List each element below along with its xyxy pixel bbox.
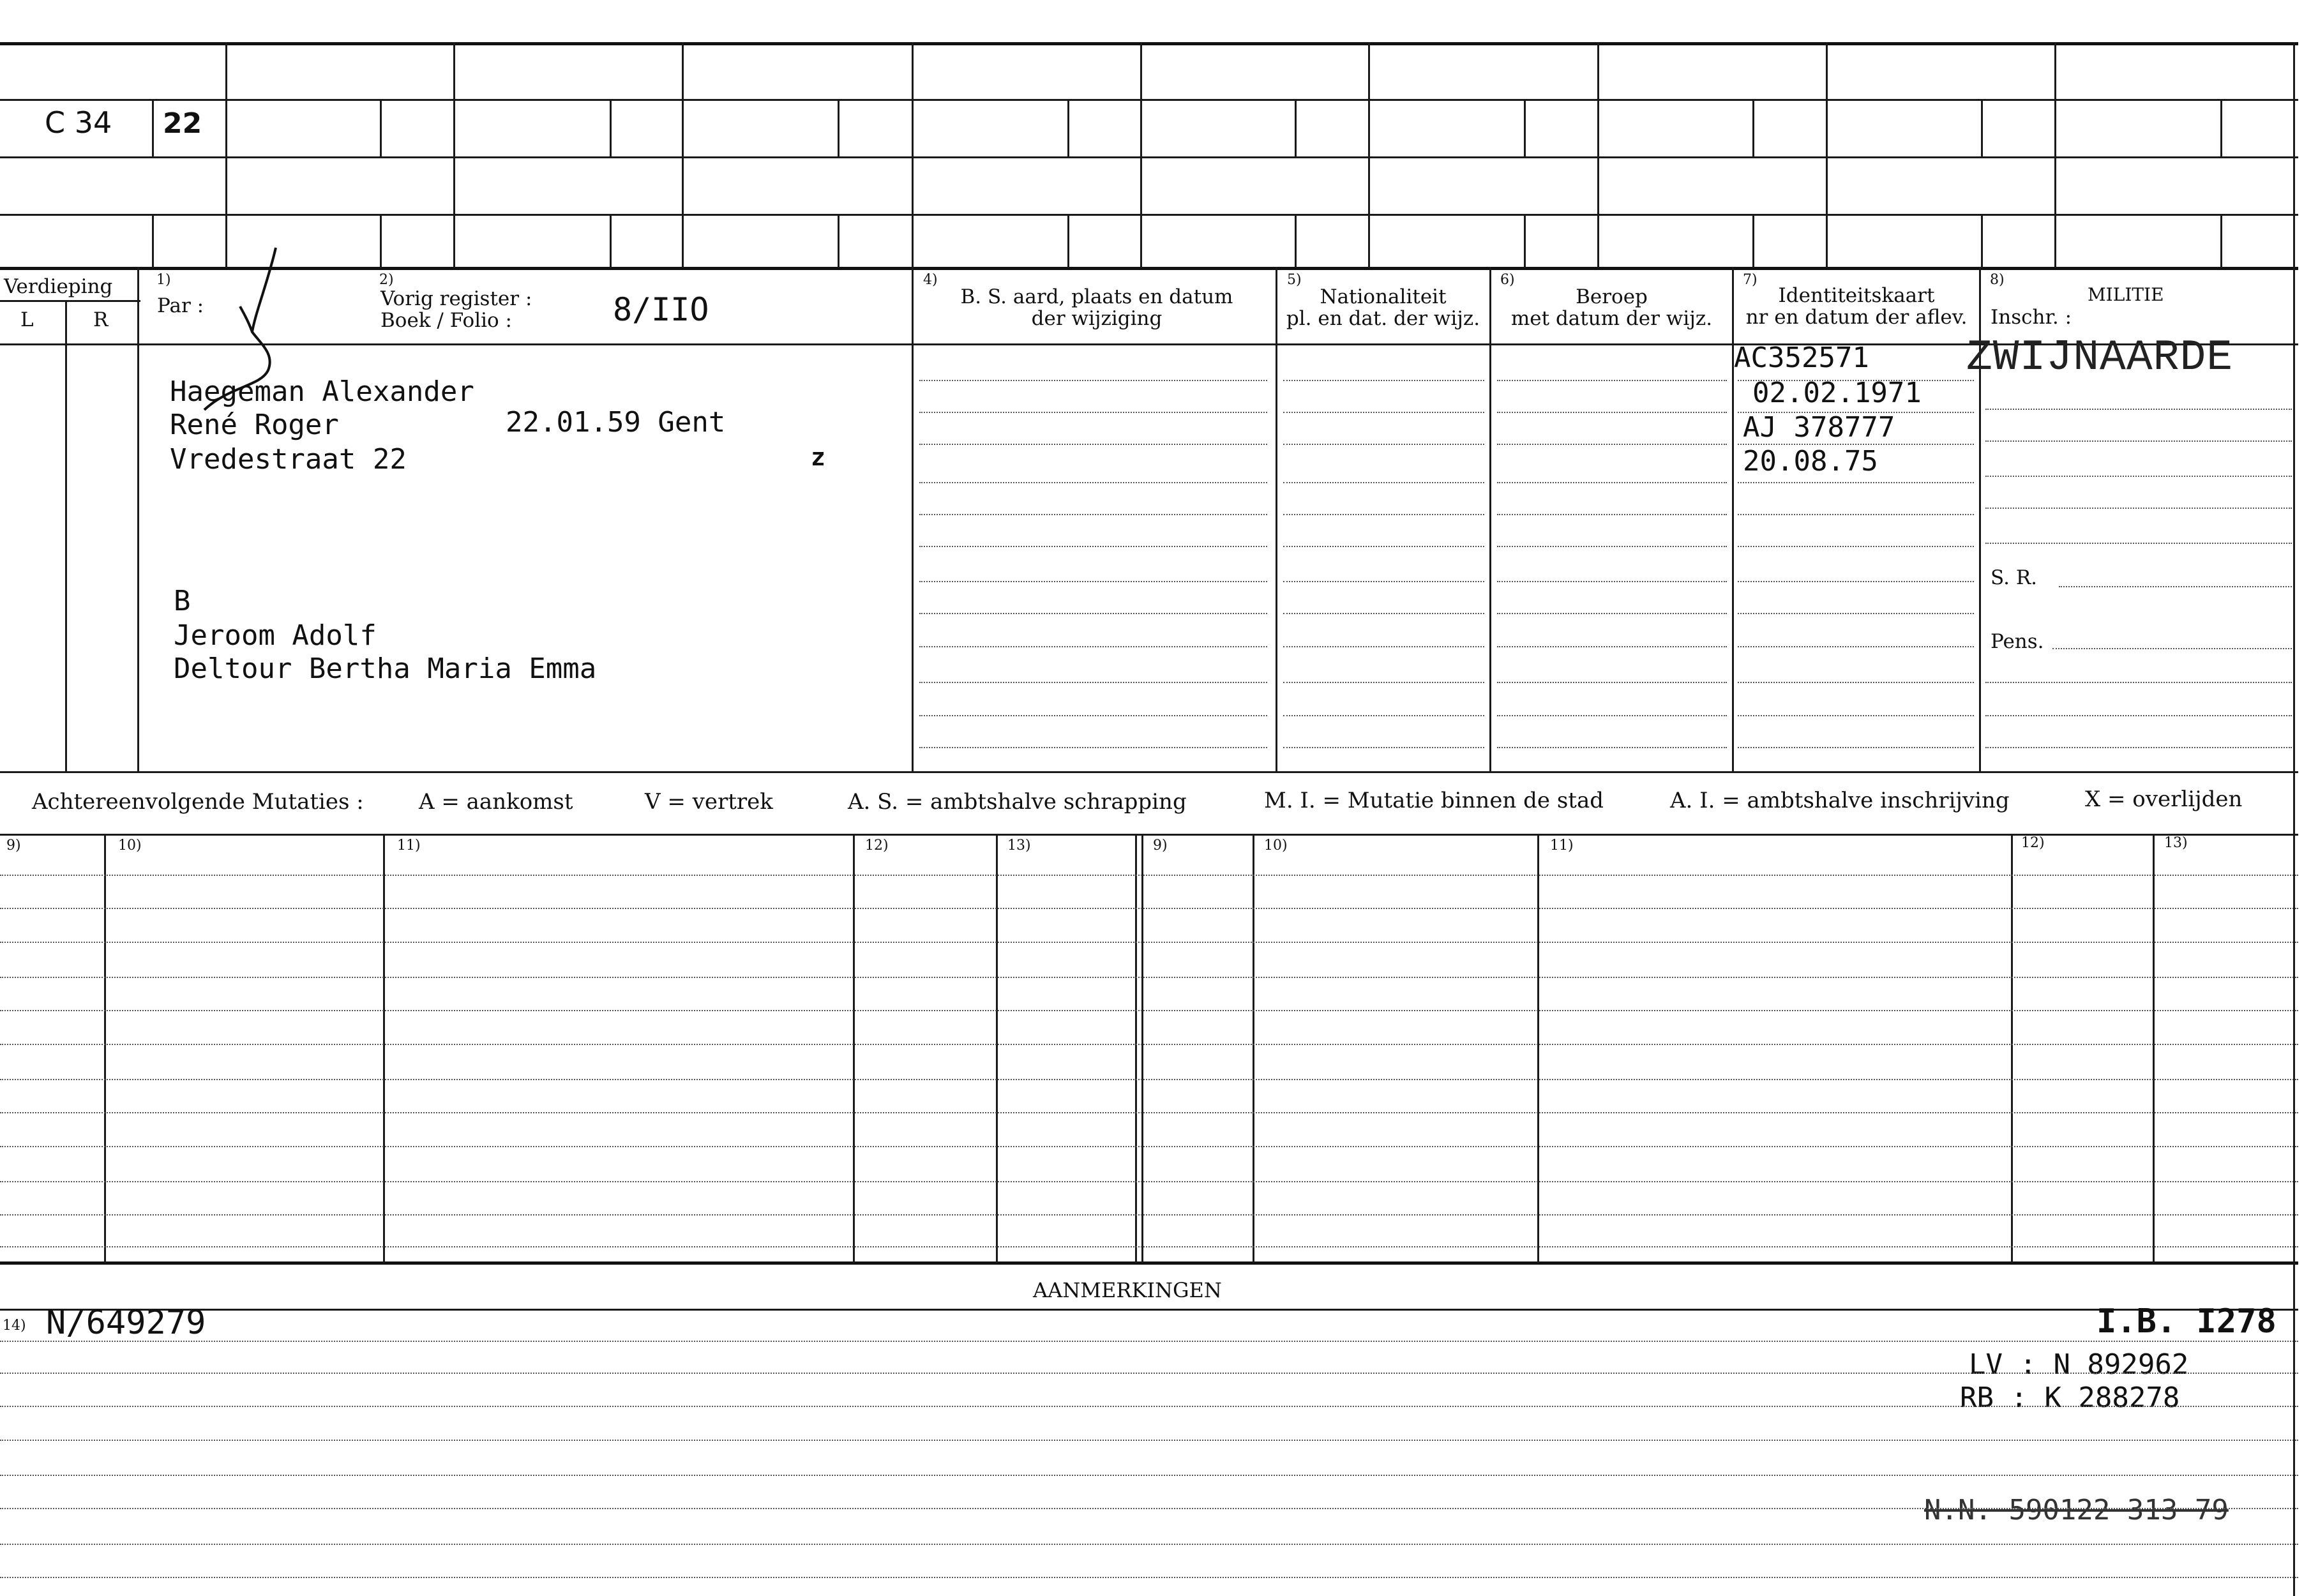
dotted-line (919, 581, 1267, 582)
legend-x: X = overlijden (2085, 787, 2243, 812)
rule (1295, 99, 1297, 156)
dotted-line (0, 1010, 2298, 1011)
dotted-line (0, 1112, 2298, 1113)
par-label: Par : (157, 294, 204, 317)
dotted-line (1738, 546, 1974, 547)
rule (682, 42, 684, 268)
dotted-line (1283, 546, 1484, 547)
col-number: 8) (1990, 272, 2005, 288)
legend-mi: M. I. = Mutatie binnen de stad (1264, 788, 1604, 813)
dotted-line (919, 444, 1267, 445)
remarks-rb: RB : K 288278 (1960, 1381, 2180, 1414)
vorig-register-value: 8/IIO (613, 291, 709, 328)
mutations-title: Achtereenvolgende Mutaties : (32, 789, 364, 815)
dotted-line (0, 1577, 2298, 1578)
dotted-line (1497, 715, 1727, 716)
rule (610, 99, 612, 156)
id-card-date-1: 02.02.1971 (1752, 377, 1922, 409)
dotted-line (1497, 514, 1727, 515)
rule (152, 214, 154, 268)
legend-as: A. S. = ambtshalve schrapping (848, 789, 1187, 815)
dotted-line (1738, 646, 1974, 647)
identiteitskaart-line2: nr en datum der aflev. (1745, 306, 1968, 329)
dotted-line (1283, 646, 1484, 647)
rule (1067, 99, 1069, 156)
rule (912, 42, 914, 268)
dotted-line (0, 1146, 2298, 1147)
dotted-line (1283, 613, 1484, 614)
rule (104, 834, 106, 1263)
rule (0, 300, 140, 302)
rule (610, 214, 612, 268)
legend-ai: A. I. = ambtshalve inschrijving (1670, 788, 2010, 813)
col-number: 5) (1287, 272, 1302, 288)
person-name-line1: Haegeman Alexander (170, 375, 474, 408)
rule (2293, 42, 2295, 1596)
dotted-line (1738, 482, 1974, 483)
rule (2011, 834, 2013, 1263)
rule (0, 343, 2298, 345)
remarks-title: AANMERKINGEN (1033, 1278, 1222, 1302)
rule (1489, 267, 1491, 772)
rule (1597, 42, 1599, 268)
col-number: 2) (379, 272, 394, 288)
rule (1524, 99, 1526, 156)
dotted-line (1497, 682, 1727, 683)
dotted-line (0, 1406, 2298, 1407)
dotted-line (1985, 440, 2292, 442)
id-card-number-1: AC352571 (1734, 342, 1869, 374)
militie-label: MILITIE (2088, 284, 2164, 305)
dotted-line (1497, 482, 1727, 483)
rule (0, 156, 2298, 158)
dotted-line (1985, 682, 2292, 683)
person-letter: B (174, 585, 191, 617)
sr-label: S. R. (1991, 566, 2038, 589)
dotted-line (1283, 444, 1484, 445)
dotted-line (1738, 613, 1974, 614)
person-name-line2: René Roger (170, 409, 339, 441)
rule (1295, 214, 1297, 268)
rule (838, 214, 839, 268)
dotted-line (0, 1044, 2298, 1045)
dotted-line (1985, 508, 2292, 509)
rule (1752, 214, 1754, 268)
col-l-label: L (20, 308, 34, 331)
rule (0, 1261, 2298, 1265)
dotted-line (919, 380, 1267, 381)
mutation-col-number: 13) (2164, 835, 2188, 851)
rule (1141, 834, 1143, 1263)
vorig-register-label: Vorig register : (380, 287, 532, 310)
inschr-label: Inschr. : (1991, 306, 2072, 329)
dotted-line (919, 412, 1267, 413)
dotted-line (0, 1544, 2298, 1545)
col-r-label: R (93, 308, 109, 331)
dotted-line (1283, 682, 1484, 683)
dotted-line (0, 1246, 2298, 1247)
dotted-line (919, 482, 1267, 483)
remarks-lv: LV : N 892962 (1969, 1348, 2189, 1381)
dotted-line (1283, 581, 1484, 582)
building-number: 22 (163, 107, 202, 140)
rule (2153, 834, 2155, 1263)
identiteitskaart-line1: Identiteitskaart (1778, 284, 1935, 307)
rule (0, 1309, 2298, 1311)
rule (0, 267, 2298, 270)
mutation-col-number: 10) (118, 838, 142, 854)
rule (1135, 834, 1137, 1263)
rule (1537, 834, 1539, 1263)
dotted-line (919, 747, 1267, 748)
dotted-line (1283, 747, 1484, 748)
rule (152, 99, 154, 156)
rule (1524, 214, 1526, 268)
dotted-line (1985, 543, 2292, 544)
dotted-line (0, 977, 2298, 978)
nationaliteit-line2: pl. en dat. der wijz. (1286, 307, 1480, 330)
dotted-line (919, 613, 1267, 614)
dotted-line (0, 1341, 2298, 1342)
dotted-line (0, 1214, 2298, 1216)
dotted-line (0, 1181, 2298, 1182)
rule (0, 42, 2298, 45)
person-mark: z (811, 443, 825, 471)
dotted-line (0, 1508, 2298, 1509)
dotted-line (919, 646, 1267, 647)
building-code: C 34 (45, 105, 112, 140)
dotted-line (1738, 514, 1974, 515)
rule (1253, 834, 1254, 1263)
dotted-line (919, 546, 1267, 547)
bs-header-line1: B. S. aard, plaats en datum (960, 285, 1233, 308)
legend-v: V = vertrek (645, 789, 773, 815)
dotted-line (1497, 546, 1727, 547)
rule (2220, 214, 2222, 268)
mutation-col-number: 12) (865, 838, 889, 854)
dotted-line (1497, 380, 1727, 381)
id-card-date-2: 20.08.75 (1743, 445, 1878, 478)
col-number: 4) (923, 272, 938, 288)
dotted-line (919, 514, 1267, 515)
rule (996, 834, 998, 1263)
remarks-nn: N.N. 590122 313 79 (1924, 1494, 2229, 1526)
rule (1276, 267, 1277, 772)
mutation-col-number: 11) (1550, 838, 1574, 854)
rule (1752, 99, 1754, 156)
dotted-line (1738, 682, 1974, 683)
militia-stamp: ZWIJNAARDE (1966, 333, 2234, 382)
mutation-col-number: 11) (397, 838, 421, 854)
rule (1981, 214, 1983, 268)
dotted-line (0, 908, 2298, 909)
dotted-line (1497, 747, 1727, 748)
rule (380, 214, 382, 268)
rule (380, 99, 382, 156)
dotted-line (919, 715, 1267, 716)
rule (1368, 42, 1370, 268)
remarks-number: 14) (3, 1318, 26, 1334)
dotted-line (1738, 581, 1974, 582)
dotted-line (1497, 412, 1727, 413)
dotted-line (1497, 581, 1727, 582)
rule (0, 214, 2298, 216)
mutation-col-number: 9) (6, 838, 21, 854)
rule (383, 834, 385, 1263)
mutation-col-number: 13) (1007, 838, 1031, 854)
dotted-line (1283, 482, 1484, 483)
rule (0, 99, 2298, 101)
dotted-line (1985, 476, 2292, 477)
dotted-line (1497, 646, 1727, 647)
rule (1140, 42, 1142, 268)
remarks-ref-right: I.B. I278 (2096, 1302, 2277, 1341)
dotted-line (1283, 514, 1484, 515)
rule (1981, 99, 1983, 156)
rule (838, 99, 839, 156)
mutation-col-number: 12) (2021, 835, 2045, 851)
dotted-line (1497, 613, 1727, 614)
rule (2220, 99, 2222, 156)
nationaliteit-line1: Nationaliteit (1320, 285, 1447, 308)
mutation-col-number: 10) (1264, 838, 1288, 854)
beroep-line1: Beroep (1576, 285, 1648, 308)
dotted-line (0, 875, 2298, 876)
mutation-col-number: 9) (1153, 838, 1168, 854)
rule (2054, 42, 2056, 268)
dotted-line (1283, 380, 1484, 381)
col-number: 1) (156, 272, 171, 288)
dotted-line (1283, 412, 1484, 413)
rule (453, 42, 455, 268)
dotted-line (0, 1440, 2298, 1441)
rule (0, 834, 2298, 836)
dotted-line (2052, 648, 2292, 649)
rule (1826, 42, 1828, 268)
rule (137, 267, 139, 772)
bs-header-line2: der wijziging (1031, 307, 1163, 330)
dotted-line (0, 942, 2298, 943)
beroep-line2: met datum der wijz. (1510, 307, 1713, 330)
rule (853, 834, 855, 1263)
id-card-number-2: AJ 378777 (1743, 411, 1895, 444)
dotted-line (1738, 715, 1974, 716)
dotted-line (1738, 747, 1974, 748)
dotted-line (1283, 715, 1484, 716)
person-father: Jeroom Adolf (174, 619, 377, 652)
rule (0, 771, 2298, 773)
person-birth: 22.01.59 Gent (506, 406, 726, 439)
dotted-line (0, 1079, 2298, 1080)
rule (65, 300, 67, 772)
rule (1067, 214, 1069, 268)
col-number: 7) (1743, 272, 1758, 288)
dotted-line (1985, 409, 2292, 410)
dotted-line (0, 1373, 2298, 1374)
dotted-line (0, 1475, 2298, 1476)
pens-label: Pens. (1991, 630, 2044, 653)
dotted-line (919, 682, 1267, 683)
person-address: Vredestraat 22 (170, 443, 407, 476)
verdieping-label: Verdieping (4, 275, 113, 298)
person-mother: Deltour Bertha Maria Emma (174, 652, 597, 685)
dotted-line (1985, 747, 2292, 748)
dotted-line (1985, 715, 2292, 716)
boek-folio-label: Boek / Folio : (380, 309, 512, 332)
remarks-ref-left: N/649279 (46, 1304, 206, 1342)
rule (225, 42, 227, 268)
dotted-line (2059, 586, 2292, 587)
legend-a: A = aankomst (419, 789, 573, 815)
rule (912, 267, 914, 772)
col-number: 6) (1500, 272, 1515, 288)
dotted-line (1497, 444, 1727, 445)
